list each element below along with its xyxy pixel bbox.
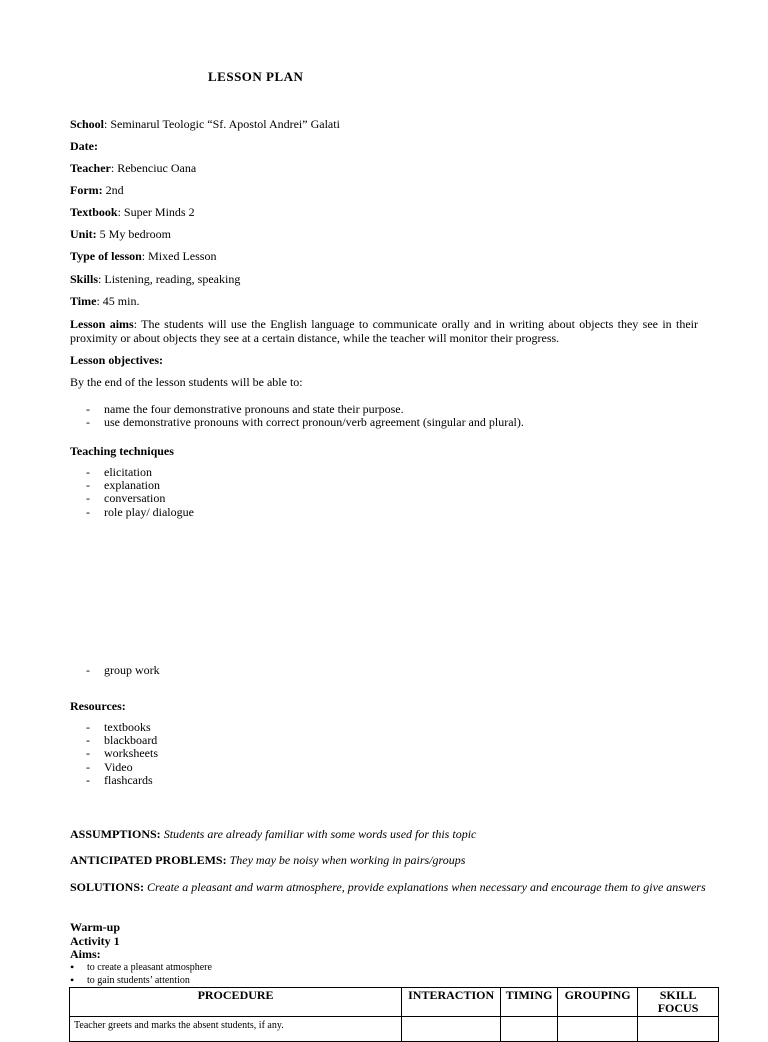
header-procedure: PROCEDURE	[70, 988, 402, 1017]
table-cell	[402, 1017, 501, 1042]
list-item: - name the four demonstrative pronouns and state their purpose.	[86, 403, 524, 416]
procedure-table	[69, 987, 719, 1042]
lesson-aims: Lesson aims: The students will use the English language to communicate orally and in writing about objects they see in their proximity or about objects they see at a certain distance, while the teacher will monitor their progress.	[70, 317, 698, 345]
field-unit: Unit: 5 My bedroom	[70, 227, 171, 241]
header-timing: TIMING	[501, 988, 558, 1017]
objectives-intro: By the end of the lesson students will be able to:	[70, 375, 303, 389]
objectives-heading: Lesson objectives:	[70, 353, 163, 367]
field-school: School: Seminarul Teologic “Sf. Apostol Andrei” Galati	[70, 117, 340, 131]
warmup-heading: Warm-up	[70, 920, 121, 934]
techniques-heading: Teaching techniques	[70, 444, 174, 458]
list-item: - worksheets	[86, 747, 158, 760]
list-item: • to gain students’ attention	[70, 974, 212, 987]
list-item: - textbooks	[86, 721, 158, 734]
activity-heading: Activity 1	[70, 934, 120, 948]
table-cell-procedure: Teacher greets and marks the absent students, if any.	[70, 1017, 402, 1042]
field-skills: Skills: Listening, reading, speaking	[70, 272, 241, 286]
list-item: - use demonstrative pronouns with correct pronoun/verb agreement (singular and plural).	[86, 416, 524, 429]
list-item: - blackboard	[86, 734, 158, 747]
list-item: - explanation	[86, 479, 194, 492]
header-grouping: GROUPING	[558, 988, 638, 1017]
list-item: • to create a pleasant atmosphere	[70, 961, 212, 974]
header-interaction: INTERACTION	[402, 988, 501, 1017]
table-cell	[638, 1017, 719, 1042]
objectives-list	[86, 403, 524, 429]
field-form: Form: 2nd	[70, 183, 124, 197]
field-teacher: Teacher: Rebenciuc Oana	[70, 161, 197, 175]
field-time: Time: 45 min.	[70, 294, 140, 308]
list-item: - conversation	[86, 492, 194, 505]
warmup-aims-list	[70, 961, 212, 987]
table-row	[70, 1017, 719, 1042]
list-item: - elicitation	[86, 466, 194, 479]
field-textbook: Textbook: Super Minds 2	[70, 205, 195, 219]
techniques-list	[86, 466, 194, 519]
list-item: - group work	[86, 664, 160, 677]
resources-heading: Resources:	[70, 699, 126, 713]
table-cell	[558, 1017, 638, 1042]
header-skill-focus: SKILL FOCUS	[638, 988, 719, 1017]
solutions: SOLUTIONS: Create a pleasant and warm atmosphere, provide explanations when necessary and encourage them to give answers	[70, 880, 706, 894]
list-item: - flashcards	[86, 774, 158, 787]
list-item: - role play/ dialogue	[86, 506, 194, 519]
aims-heading: Aims:	[70, 947, 101, 961]
field-type-of-lesson: Type of lesson: Mixed Lesson	[70, 249, 217, 263]
anticipated-problems: ANTICIPATED PROBLEMS: They may be noisy when working in pairs/groups	[70, 853, 466, 867]
resources-list	[86, 721, 158, 787]
table-cell	[501, 1017, 558, 1042]
table-header-row	[70, 988, 719, 1017]
list-item: - Video	[86, 761, 158, 774]
techniques-list-extra	[86, 664, 160, 677]
field-date: Date:	[70, 139, 98, 153]
assumptions: ASSUMPTIONS: Students are already familiar with some words used for this topic	[70, 827, 477, 841]
page-title: LESSON PLAN	[208, 69, 304, 84]
